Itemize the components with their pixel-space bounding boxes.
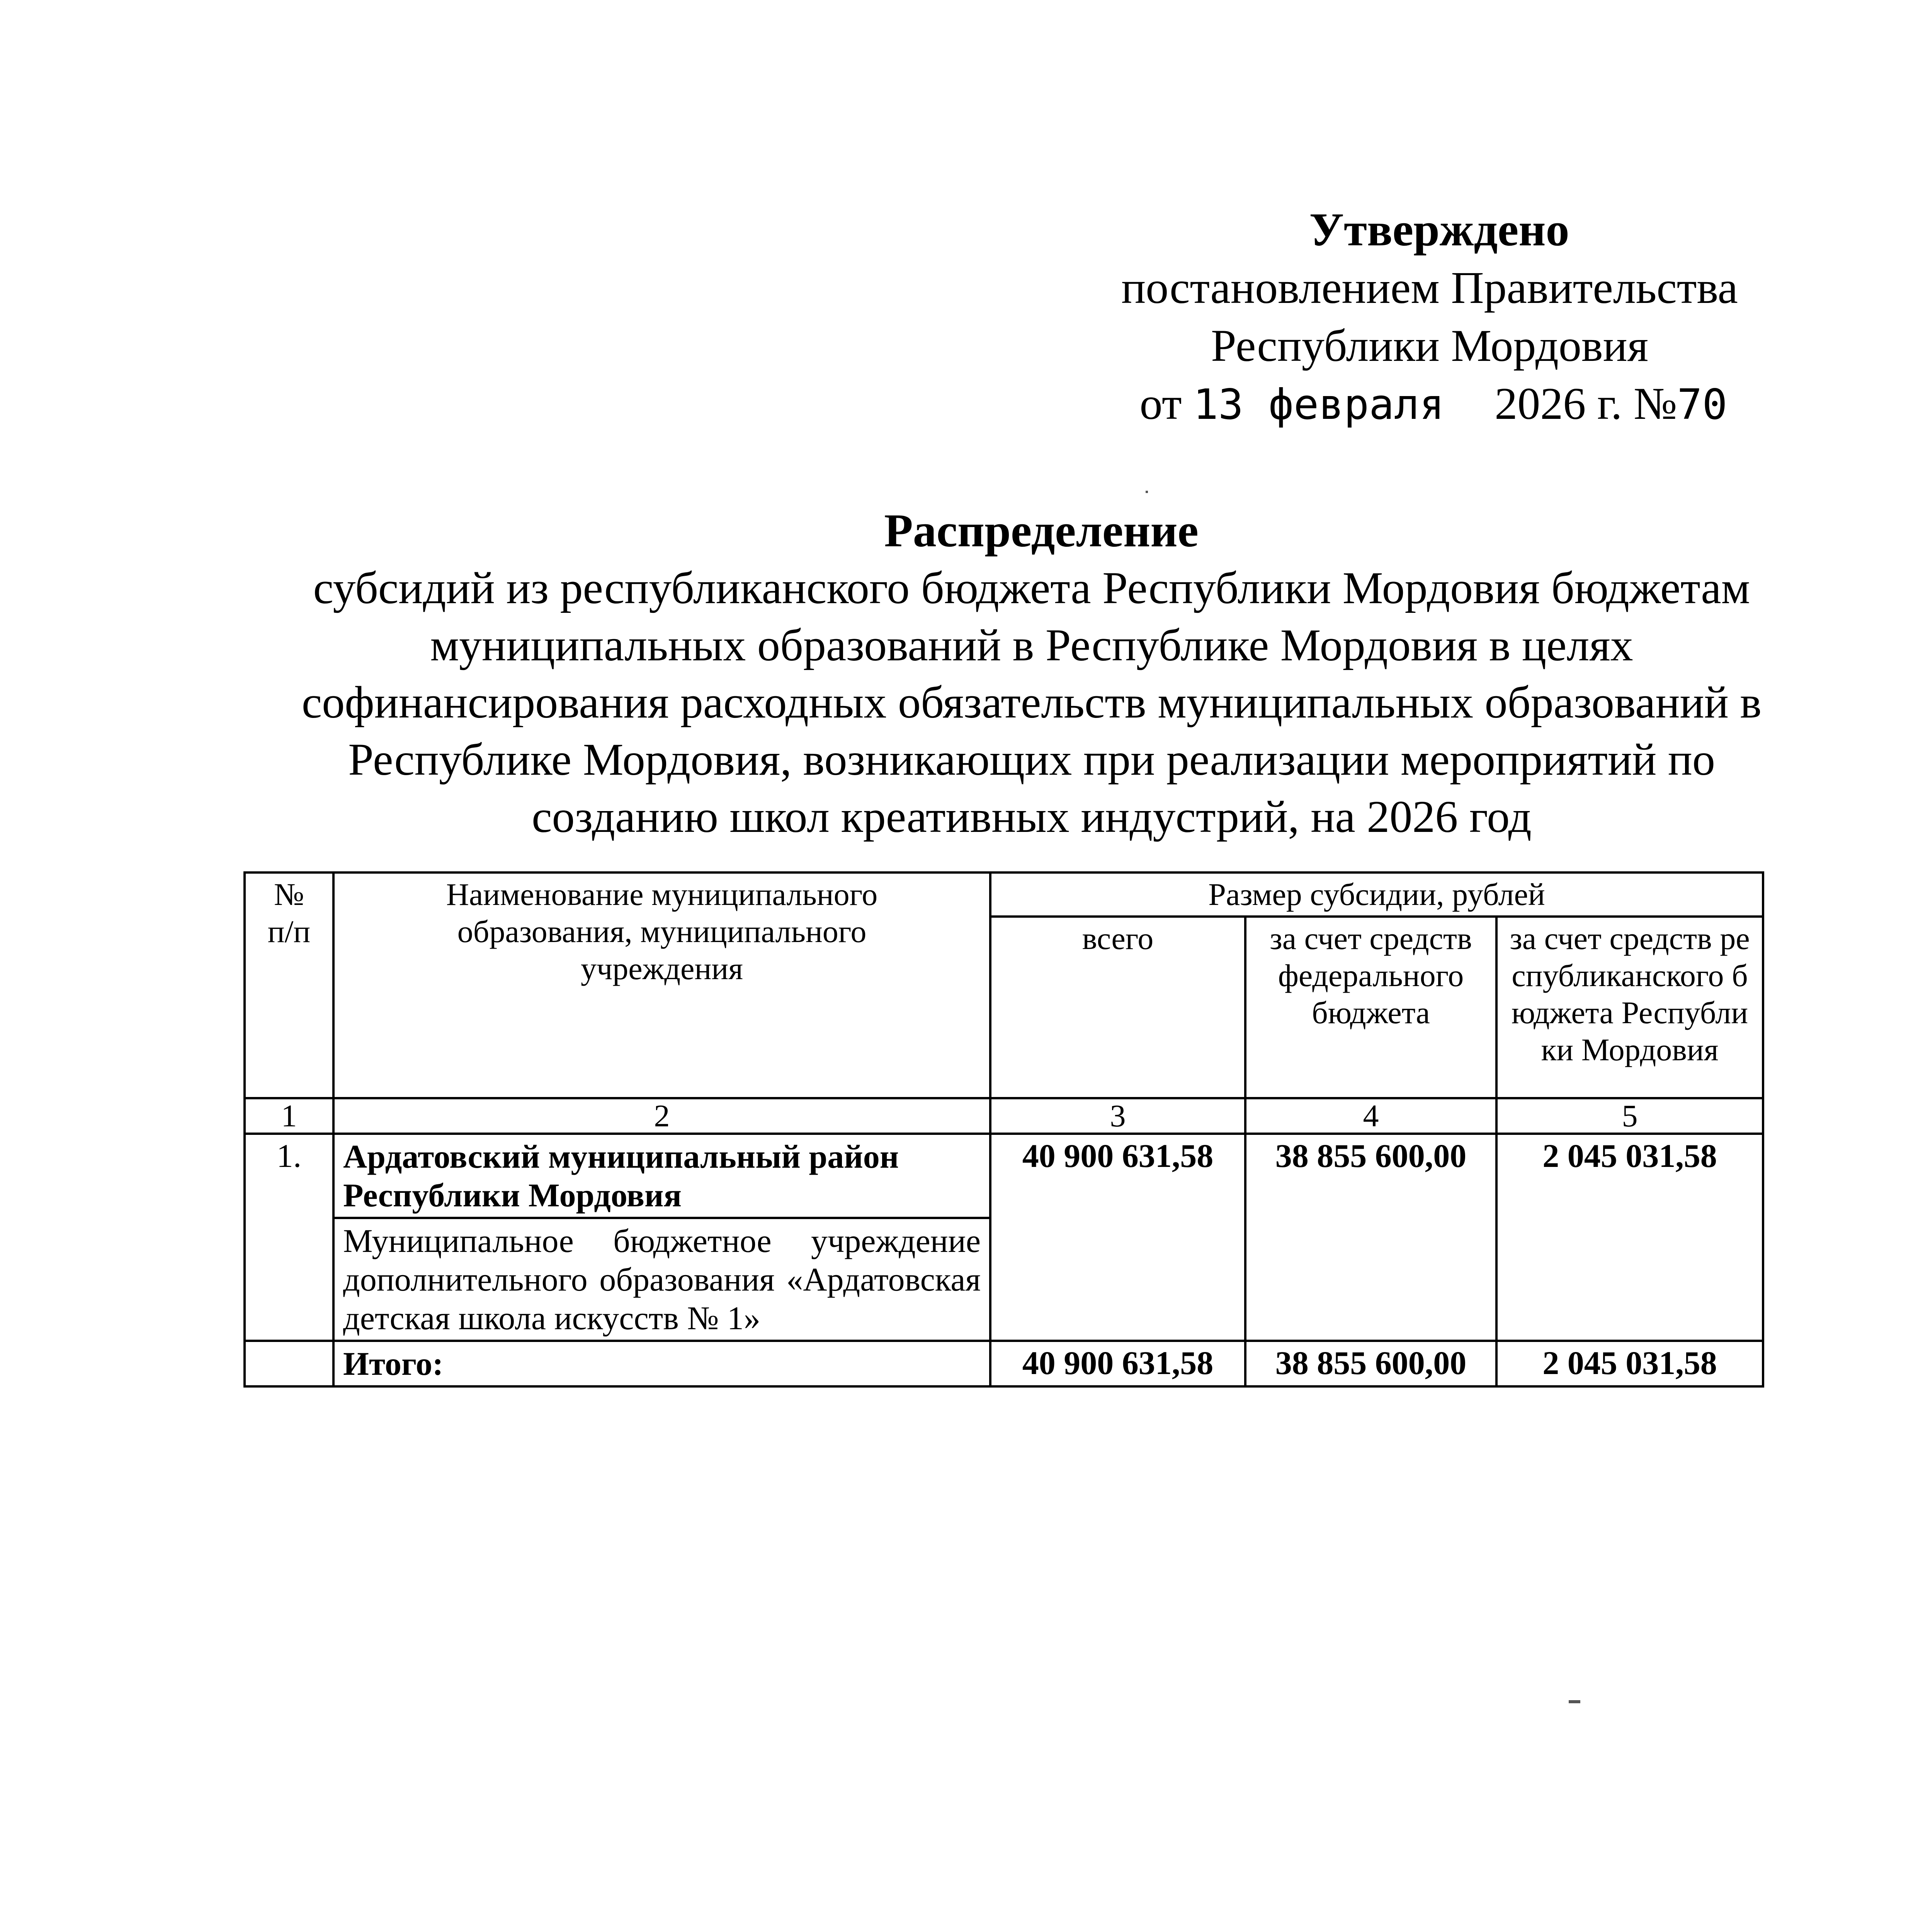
header-num: № п/п: [245, 872, 333, 1098]
row-federal: 38 855 600,00: [1245, 1134, 1496, 1341]
approval-line-1: постановлением Правительства: [1121, 262, 1738, 313]
totals-label: Итого:: [333, 1341, 990, 1386]
column-number: 2: [333, 1098, 990, 1134]
column-number: 3: [990, 1098, 1245, 1134]
approval-date-line: [1070, 375, 1797, 434]
column-number: 5: [1496, 1098, 1763, 1134]
header-name: Наименование муниципального образования, муниципального учреждения: [333, 872, 990, 1098]
approval-date: 13 февраля: [1193, 381, 1445, 429]
table-header-row: [245, 872, 1763, 917]
totals-row: [245, 1341, 1763, 1386]
column-number: 1: [245, 1098, 333, 1134]
approval-stamp: [1063, 201, 1797, 434]
row-total: 40 900 631,58: [990, 1134, 1245, 1341]
document-subtitle-line: созданию школ креативных индустрий, на 2026 год: [532, 791, 1532, 842]
scan-speck: [1146, 491, 1148, 493]
totals-republican: 2 045 031,58: [1496, 1341, 1763, 1386]
approval-heading: Утверждено: [1309, 204, 1569, 256]
totals-total: 40 900 631,58: [990, 1341, 1245, 1386]
document-subtitle-line: Республике Мордовия, возникающих при реализации мероприятий по: [348, 734, 1715, 785]
approval-number: 70: [1677, 381, 1728, 429]
table-row: [245, 1134, 1763, 1218]
column-number-row: [245, 1098, 1763, 1134]
totals-federal: 38 855 600,00: [1245, 1341, 1496, 1386]
header-amount-group: Размер субсидии, рублей: [990, 872, 1763, 917]
document-title: Распределение: [884, 505, 1199, 557]
document-title-block: [270, 502, 1793, 845]
approval-line-2: Республики Мордовия: [1211, 320, 1649, 371]
header-federal: за счет средств федерального бюджета: [1245, 917, 1496, 1098]
document-subtitle-line: субсидий из республиканского бюджета Республики Мордовия бюджетам: [313, 563, 1750, 613]
approval-date-prefix: от: [1139, 378, 1182, 429]
row-num: 1.: [245, 1134, 333, 1341]
column-number: 4: [1245, 1098, 1496, 1134]
scan-speck: [1569, 1700, 1580, 1703]
row-municipality: Ардатовский муниципальный район Республики Мордовия: [333, 1134, 990, 1218]
approval-year: 2026 г. №: [1495, 378, 1677, 429]
subsidy-table: [243, 871, 1764, 1388]
document-subtitle-line: софинансирования расходных обязательств муниципальных образований в: [301, 677, 1762, 728]
header-republican: за счет средств республиканского бюджета Республики Мордовия: [1496, 917, 1763, 1098]
row-institution: Муниципальное бюджетное учреждение дополнительного образования «Ардатовская детская школа искусств № 1»: [333, 1218, 990, 1341]
document-subtitle-line: муниципальных образований в Республике Мордовия в целях: [430, 620, 1633, 670]
header-total: всего: [990, 917, 1245, 1098]
row-republican: 2 045 031,58: [1496, 1134, 1763, 1341]
